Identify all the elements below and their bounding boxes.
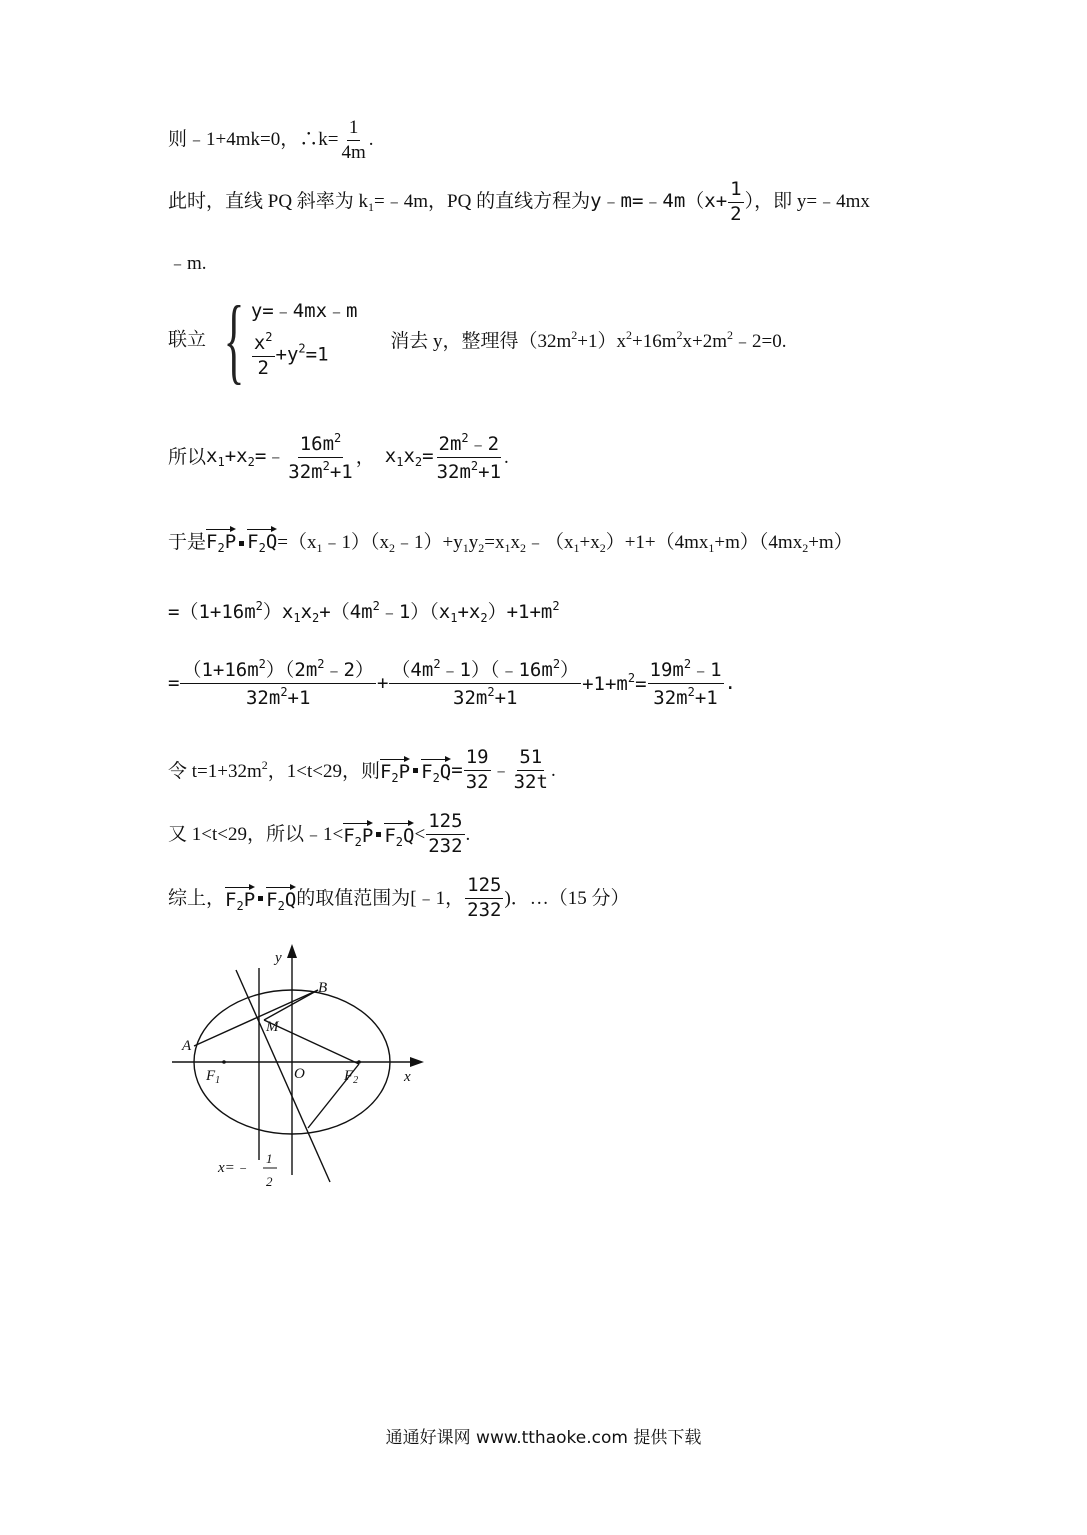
fraction: $\frac{(4m^2﹣1)(﹣16m^2)}{32m^2+1}$ [391,657,580,709]
label-m: M [266,1019,279,1035]
vector-f2p: $F_2P$ [380,756,410,784]
label-line-x: x=﹣ [218,1160,250,1176]
line-7: $=(1+16m^2)x_1x_2+(4m^2﹣1)(x_1+x_2)+1+m^2$ [168,599,560,625]
fraction: $\frac{1}{2}$ [730,178,742,225]
vector-f2p: $F_2P$ [225,884,255,912]
fraction: $\frac{1}{4m}$ [341,117,366,163]
point-f2 [357,1060,361,1064]
fraction: $\frac{16m^2}{32m^2+1}$ [288,431,353,483]
vector-f2q: $F_2Q$ [421,756,451,784]
fraction: $\frac{19m^2﹣1}{32m^2+1}$ [649,657,722,709]
equation-system: { y=﹣4mx﹣m $\frac{x^2}{2}$ $+y^2=1$ [223,286,358,393]
brace: { [223,286,245,393]
segment-ab [194,990,318,1046]
vector-f2p: $F_2P$ [206,526,236,554]
label-f1: $F_1$ [206,1068,221,1086]
line-4-system: 联立 { y=﹣4mx﹣m $\frac{x^2}{2}$ $+y^2=1$ 消去 y，整理得$(32m^2+1)x^2+16m^2x+2m^2﹣2=0$. [168,286,787,393]
y-axis-arrow-icon [287,944,297,958]
line-10: 又 1<t<29，所以$﹣1<F_2P$ $F_2Q<$ $\frac{125}{232}$ . [168,810,471,857]
vector-f2q: $F_2Q$ [266,884,296,912]
fraction: $\frac{2m^2﹣2}{32m^2+1}$ [436,431,502,483]
point-f1 [222,1060,226,1064]
fraction: $\frac{51}{32t}$ [513,746,548,793]
vector-f2p: $F_2P$ [343,820,373,848]
fraction: $\frac{x^2}{2}$ [253,329,273,379]
line-5: 所以$x_1+x_2=﹣$ $\frac{16m^2}{32m^2+1}$ ， $x_1x_2=$ $\frac{2m^2﹣2}{32m^2+1}$ . [168,431,509,483]
line-11: 综上，$F_2P$ $F_2Q$的取值范围为[﹣1， $\frac{125}{232}$ )．…（15 分） [168,874,630,921]
footer-credit: 通通好课网 www.tthaoke.com 提供下载 [385,1428,702,1448]
fraction: $\frac{19}{32}$ [465,746,489,793]
line-3: ﹣m. [168,253,207,274]
x-axis-arrow-icon [410,1057,424,1067]
label-y: y [275,950,282,966]
fraction: $\frac{125}{232}$ [428,810,463,857]
line-pq [236,970,330,1182]
segment-bm [264,990,318,1020]
label-line-den: 2 [266,1174,273,1189]
label-line-num: 1 [266,1151,273,1166]
fraction: $\frac{125}{232}$ [467,874,502,921]
line-6: 于是$F_2P$ $F_2Q=(x_1﹣1)(x_2﹣1)+y_1y_2=x_1x_2﹣(x_1+x_2)+1+(4mx_1+m)(4mx_2+m)$ [168,526,853,554]
line-1: 则﹣1+4mk=0，∴k= $\frac{1}{4m}$ . [168,117,374,163]
fraction: $\frac{(1+16m^2)(2m^2﹣2)}{32m^2+1}$ [182,657,374,709]
label-b: B [318,980,328,996]
label-f2: $F_2$ [344,1068,359,1086]
label-a: A [182,1038,192,1054]
label-o: O [294,1066,305,1082]
line-2: 此时，直线 PQ 斜率为 $k_1=﹣4m$，PQ 的直线方程为y﹣m=﹣4m（x+ $\frac{1}{2}$ ），即 y=﹣4mx [168,178,870,225]
vector-f2q: $F_2Q$ [247,526,277,554]
line-9: 令 $t=1+32m^2$，1<t<29，则$F_2P$ $F_2Q=$ $\frac{19}{32}$ ﹣ $\frac{51}{32t}$ . [168,746,556,793]
label-x: x [404,1069,411,1085]
line-8: = $\frac{(1+16m^2)(2m^2﹣2)}{32m^2+1}$ + $\frac{(4m^2﹣1)(﹣16m^2)}{32m^2+1}$ $+1+m^2=$ $\frac{19m^2﹣1}{32m^2+1}$ . [168,657,736,709]
vector-f2q: $F_2Q$ [384,820,414,848]
